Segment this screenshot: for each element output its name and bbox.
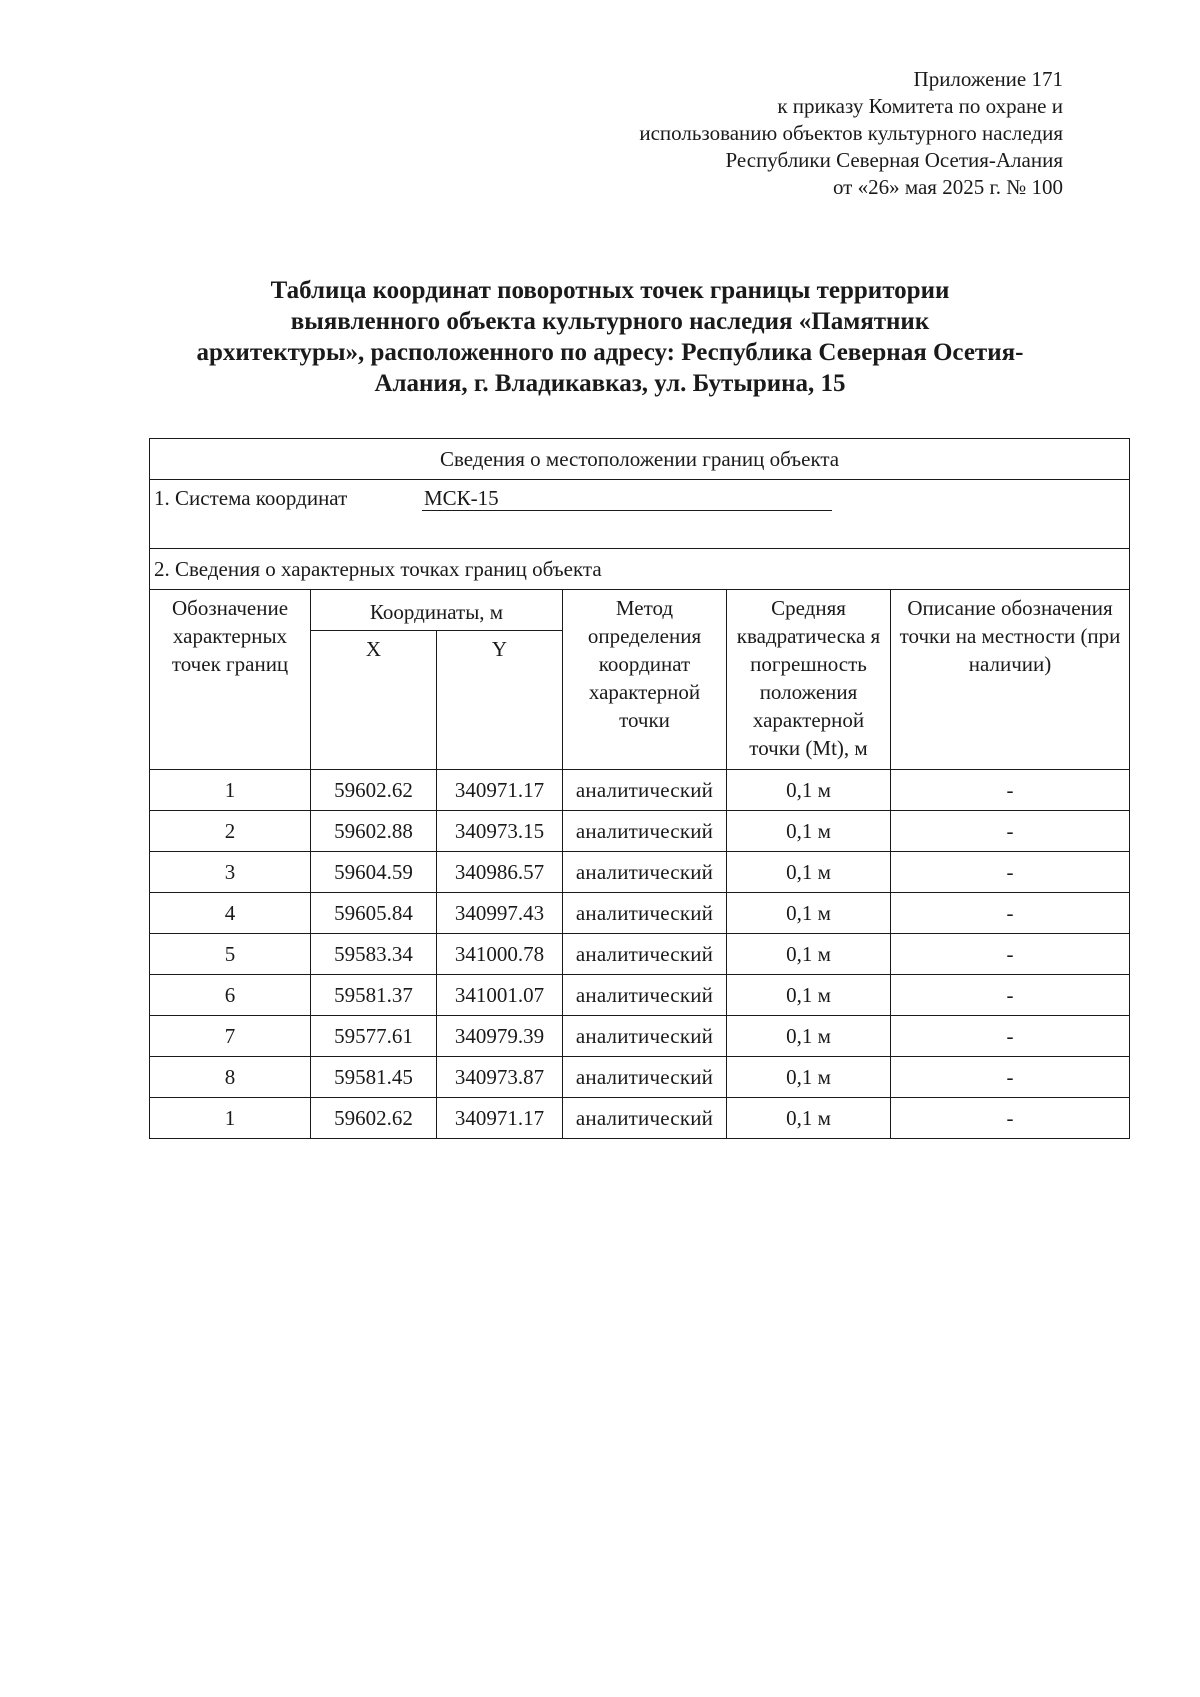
point-number-cell: 6 <box>150 975 311 1016</box>
x-coordinate-cell: 59605.84 <box>311 893 437 934</box>
point-number-cell: 7 <box>150 1016 311 1057</box>
appendix-line: к приказу Комитета по охране и <box>777 94 1063 118</box>
appendix-line: от «26» мая 2025 г. № 100 <box>832 175 1063 199</box>
y-coordinate-cell: 341000.78 <box>437 934 563 975</box>
header-method: Метод определения координат характерной точки <box>563 590 727 770</box>
method-cell: аналитический <box>563 893 727 934</box>
method-cell: аналитический <box>563 852 727 893</box>
title-line: выявленного объекта культурного наследия «Памятник <box>290 308 930 335</box>
y-coordinate-cell: 340973.15 <box>437 811 563 852</box>
title-line: архитектуры», расположенного по адресу: Республика Северная Осетия- <box>196 339 1024 366</box>
title-line: Таблица координат поворотных точек границы территории <box>270 277 950 304</box>
description-cell: - <box>891 934 1130 975</box>
point-number-cell: 3 <box>150 852 311 893</box>
error-cell: 0,1 м <box>727 1057 891 1098</box>
description-cell: - <box>891 1016 1130 1057</box>
table-row <box>150 934 1130 975</box>
y-coordinate-cell: 340997.43 <box>437 893 563 934</box>
x-coordinate-cell: 59581.37 <box>311 975 437 1016</box>
method-cell: аналитический <box>563 934 727 975</box>
method-cell: аналитический <box>563 770 727 811</box>
table-row <box>150 811 1130 852</box>
error-cell: 0,1 м <box>727 934 891 975</box>
description-cell: - <box>891 893 1130 934</box>
y-coordinate-cell: 340971.17 <box>437 1098 563 1139</box>
points-title: 2. Сведения о характерных точках границ объекта <box>150 549 1130 590</box>
header-designation: Обозначение характерных точек границ <box>150 590 311 770</box>
description-cell: - <box>891 1057 1130 1098</box>
description-cell: - <box>891 852 1130 893</box>
table-row <box>150 893 1130 934</box>
coordinates-table <box>149 438 1130 1139</box>
point-number-cell: 8 <box>150 1057 311 1098</box>
coord-system-value: МСК-15 <box>422 486 832 511</box>
table-row <box>150 1057 1130 1098</box>
x-coordinate-cell: 59602.88 <box>311 811 437 852</box>
description-cell: - <box>891 770 1130 811</box>
y-coordinate-cell: 340971.17 <box>437 770 563 811</box>
description-cell: - <box>891 975 1130 1016</box>
title-line: Алания, г. Владикавказ, ул. Бутырина, 15 <box>374 370 846 397</box>
table-row <box>150 975 1130 1016</box>
method-cell: аналитический <box>563 975 727 1016</box>
x-coordinate-cell: 59583.34 <box>311 934 437 975</box>
header-description: Описание обозначения точки на местности (при наличии) <box>891 590 1130 770</box>
header-x: X <box>311 631 437 770</box>
appendix-line: Приложение 171 <box>913 67 1063 91</box>
y-coordinate-cell: 341001.07 <box>437 975 563 1016</box>
point-number-cell: 4 <box>150 893 311 934</box>
y-coordinate-cell: 340979.39 <box>437 1016 563 1057</box>
point-number-cell: 2 <box>150 811 311 852</box>
error-cell: 0,1 м <box>727 1016 891 1057</box>
y-coordinate-cell: 340973.87 <box>437 1057 563 1098</box>
error-cell: 0,1 м <box>727 1098 891 1139</box>
method-cell: аналитический <box>563 1016 727 1057</box>
error-cell: 0,1 м <box>727 975 891 1016</box>
error-cell: 0,1 м <box>727 811 891 852</box>
x-coordinate-cell: 59602.62 <box>311 1098 437 1139</box>
coord-system-label: 1. Система координат <box>154 486 348 510</box>
point-number-cell: 5 <box>150 934 311 975</box>
appendix-block <box>639 66 1063 201</box>
x-coordinate-cell: 59604.59 <box>311 852 437 893</box>
error-cell: 0,1 м <box>727 852 891 893</box>
header-y: Y <box>437 631 563 770</box>
method-cell: аналитический <box>563 1098 727 1139</box>
error-cell: 0,1 м <box>727 770 891 811</box>
point-number-cell: 1 <box>150 770 311 811</box>
method-cell: аналитический <box>563 1057 727 1098</box>
header-error: Средняя квадратическа я погрешность положения характерной точки (Mt), м <box>727 590 891 770</box>
error-cell: 0,1 м <box>727 893 891 934</box>
description-cell: - <box>891 1098 1130 1139</box>
x-coordinate-cell: 59602.62 <box>311 770 437 811</box>
appendix-line: использованию объектов культурного наследия <box>639 121 1063 145</box>
header-coordinates: Координаты, м <box>311 590 563 631</box>
description-cell: - <box>891 811 1130 852</box>
table-row <box>150 1016 1130 1057</box>
section-title: Сведения о местоположении границ объекта <box>150 439 1130 480</box>
appendix-line: Республики Северная Осетия-Алания <box>725 148 1063 172</box>
table-body <box>150 770 1130 1139</box>
coord-system-row <box>150 480 1130 549</box>
y-coordinate-cell: 340986.57 <box>437 852 563 893</box>
document-title <box>150 275 1070 399</box>
table-row <box>150 770 1130 811</box>
point-number-cell: 1 <box>150 1098 311 1139</box>
method-cell: аналитический <box>563 811 727 852</box>
x-coordinate-cell: 59577.61 <box>311 1016 437 1057</box>
table-row <box>150 852 1130 893</box>
table-row <box>150 1098 1130 1139</box>
x-coordinate-cell: 59581.45 <box>311 1057 437 1098</box>
